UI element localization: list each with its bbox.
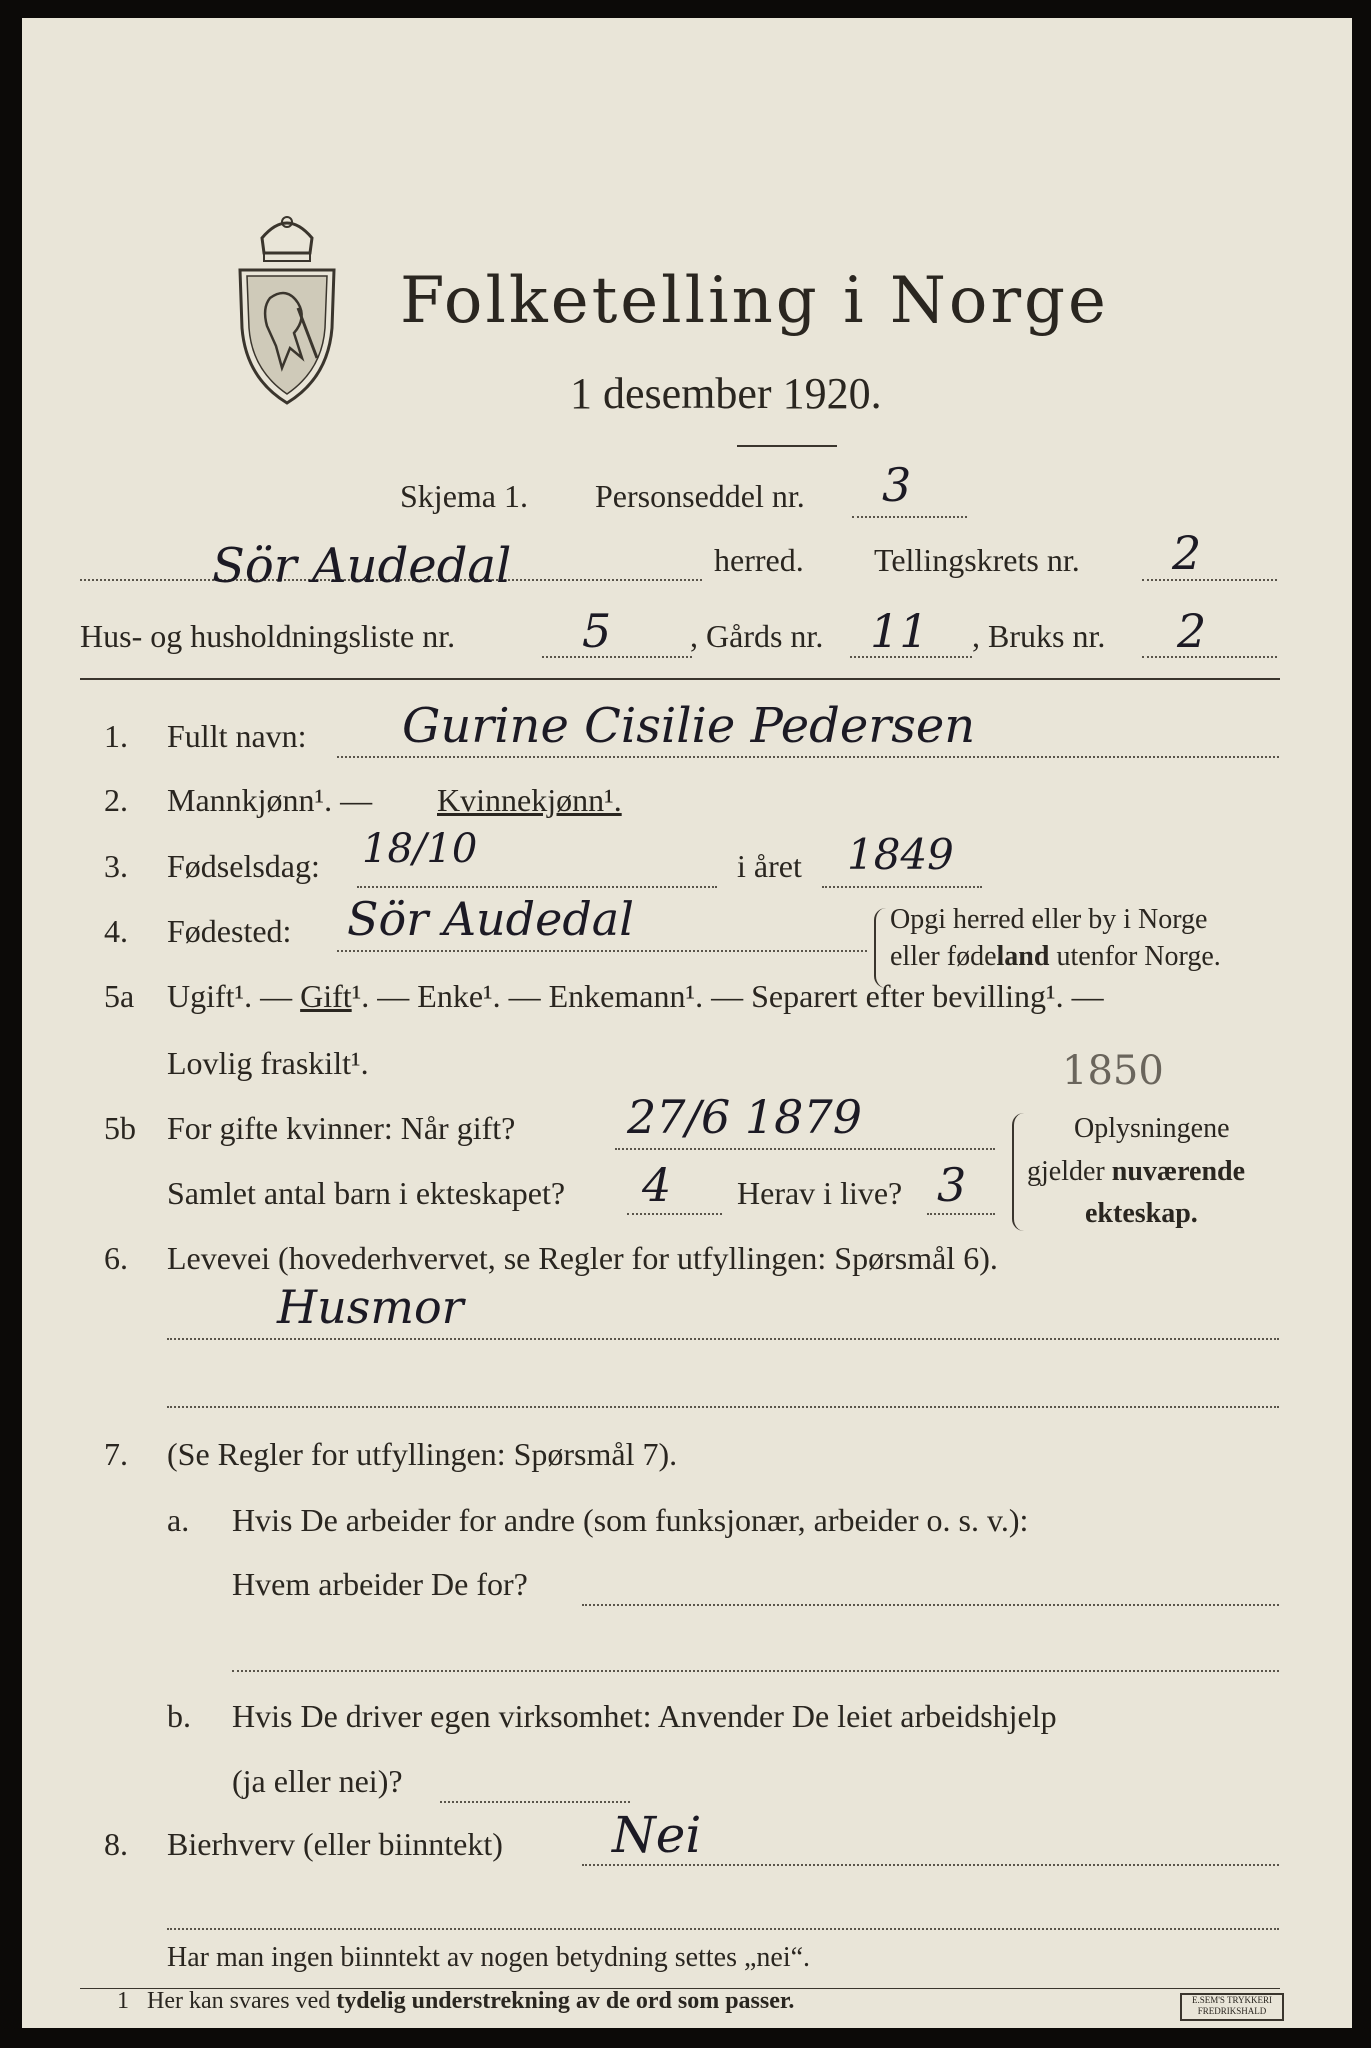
marriage-date-value: 27/6 1879 <box>627 1090 862 1144</box>
q4-number: 4. <box>104 913 128 949</box>
gards-label: , Gårds nr. <box>690 618 824 654</box>
q7b-number: b. <box>167 1698 191 1734</box>
q1-number: 1. <box>104 718 128 754</box>
q7a-number: a. <box>167 1502 190 1538</box>
gift-underlined: Gift <box>300 978 352 1014</box>
q2-number: 2. <box>104 782 128 818</box>
hus-label: Hus- og husholdningsliste nr. <box>80 618 456 654</box>
gards-value: 11 <box>870 604 929 658</box>
hus-value: 5 <box>582 604 612 658</box>
side-income-value: Nei <box>612 1806 702 1864</box>
form-title: Folketelling i Norge <box>400 264 1109 338</box>
footnote: 1 Her kan svares ved tydelig understrekning av de ord som passer. <box>117 1988 795 2014</box>
q2-mann: Mannkjønn¹. — <box>167 782 373 818</box>
title-divider <box>737 445 837 447</box>
birthplace-value: Sör Audedal <box>347 892 634 946</box>
q5b-label: For gifte kvinner: Når gift? <box>167 1110 516 1146</box>
q5b-note-1: Oplysningene <box>1074 1113 1230 1144</box>
section-divider <box>80 678 1280 680</box>
q7a-text: Hvis De arbeider for andre (som funksjonær, arbeider o. s. v.): <box>232 1502 1029 1538</box>
birth-year-value: 1849 <box>847 830 954 879</box>
q8-label: Bierhverv (eller biinntekt) <box>167 1826 503 1862</box>
personseddel-value: 3 <box>882 458 912 512</box>
full-name-value: Gurine Cisilie Pedersen <box>402 698 976 754</box>
q4-note-1: Opgi herred eller by i Norge <box>890 904 1208 935</box>
census-form <box>22 18 1352 2028</box>
herred-value: Sör Audedal <box>212 538 512 594</box>
q3-label: Fødselsdag: <box>167 848 320 884</box>
children-count-value: 4 <box>642 1158 672 1212</box>
q2-kvinne: Kvinnekjønn¹. <box>437 782 622 818</box>
live-label: Herav i live? <box>737 1175 903 1211</box>
bruks-label: , Bruks nr. <box>972 618 1106 654</box>
q5b-note-3: ekteskap. <box>1085 1198 1198 1229</box>
printer-stamp: E.SEM'S TRYKKERI FREDRIKSHALD <box>1180 1993 1284 2021</box>
birth-date-value: 18/10 <box>362 826 478 872</box>
q6-label: Levevei (hovederhvervet, se Regler for utfyllingen: Spørsmål 6). <box>167 1240 998 1276</box>
q5b-note-2: gjelder nuværende <box>1027 1156 1246 1187</box>
q4-note-2: eller fødeland utenfor Norge. <box>890 941 1221 972</box>
tellingskrets-label: Tellingskrets nr. <box>874 542 1080 578</box>
q5a-line-2: Lovlig fraskilt¹. <box>167 1045 369 1081</box>
q7-label: (Se Regler for utfyllingen: Spørsmål 7). <box>167 1436 678 1472</box>
herred-label: herred. <box>714 542 804 578</box>
margin-pencil-note: 1850 <box>1062 1048 1164 1094</box>
q3-number: 3. <box>104 848 128 884</box>
q5b-number: 5b <box>104 1110 136 1146</box>
personseddel-label: Personseddel nr. <box>595 478 805 514</box>
q5a-line-1: Ugift¹. — Gift¹. — Enke¹. — Enkemann¹. — Separert efter bevilling¹. — <box>167 978 1104 1014</box>
q7b-question: (ja eller nei)? <box>232 1763 403 1799</box>
q4-label: Fødested: <box>167 913 292 949</box>
coat-of-arms-icon <box>232 208 342 408</box>
q7-number: 7. <box>104 1436 128 1472</box>
living-count-value: 3 <box>937 1158 967 1212</box>
q8-number: 8. <box>104 1826 128 1862</box>
q6-number: 6. <box>104 1240 128 1276</box>
tellingskrets-value: 2 <box>1172 526 1202 580</box>
census-date: 1 desember 1920. <box>570 369 882 418</box>
q7b-text: Hvis De driver egen virksomhet: Anvender De leiet arbeidshjelp <box>232 1698 1057 1734</box>
nei-note: Har man ingen biinntekt av nogen betydning settes „nei“. <box>167 1942 811 1973</box>
year-label: i året <box>737 848 802 884</box>
q7a-question: Hvem arbeider De for? <box>232 1566 528 1602</box>
occupation-value: Husmor <box>277 1280 464 1334</box>
q5a-number: 5a <box>104 978 135 1014</box>
barn-label: Samlet antal barn i ekteskapet? <box>167 1175 566 1211</box>
bruks-value: 2 <box>1177 604 1207 658</box>
skjema-label: Skjema 1. <box>400 478 528 514</box>
q1-label: Fullt navn: <box>167 718 307 754</box>
